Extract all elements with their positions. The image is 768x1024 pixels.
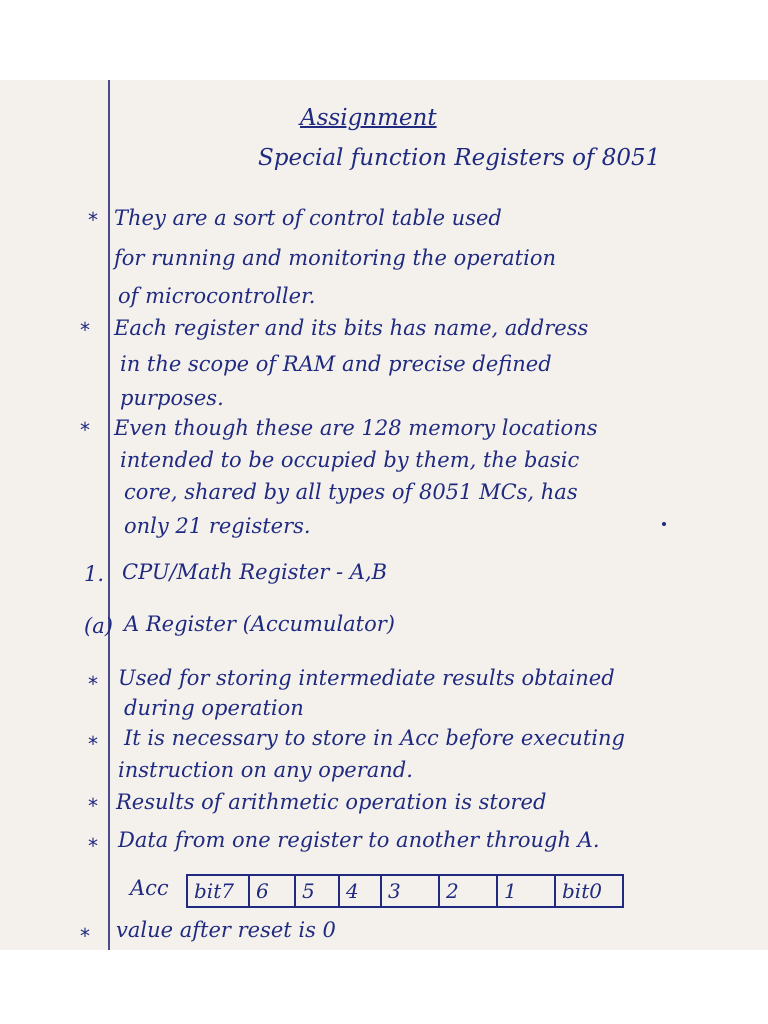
bit-cell: 6 [250, 876, 296, 906]
page-subtitle: Special function Registers of 8051 [258, 145, 661, 171]
bit-cell: 3 [382, 876, 440, 906]
a-point-2-line-2: instruction on any operand. [118, 758, 413, 782]
a-point-1-line-1: Used for storing intermediate results obtained [118, 666, 615, 690]
ink-dot [662, 522, 666, 526]
bullet-3-line-2: intended to be occupied by them, the basic [120, 448, 580, 472]
bullet-3-line-4: only 21 registers. [124, 514, 311, 538]
bit-cell: bit0 [562, 879, 602, 903]
notebook-page [0, 80, 768, 950]
bullet-1-line-2: for running and monitoring the operation [114, 246, 557, 270]
reset-value-note: value after reset is 0 [116, 918, 336, 942]
bullet-2-line-1: Each register and its bits has name, address [114, 316, 589, 340]
a-point-3-line-1: Results of arithmetic operation is stored [116, 790, 547, 814]
bullet-marker: * [80, 418, 90, 442]
bullet-2-line-3: purposes. [120, 386, 224, 410]
section-heading: CPU/Math Register - A,B [122, 560, 388, 584]
bit-cell: 5 [296, 876, 340, 906]
bullet-1-line-1: They are a sort of control table used [114, 206, 502, 230]
bullet-marker: * [80, 318, 90, 342]
acc-label: Acc [130, 876, 169, 900]
bullet-marker: * [80, 924, 90, 948]
bullet-marker: * [88, 794, 98, 818]
accumulator-bit-diagram [186, 874, 624, 908]
a-point-1-line-2: during operation [124, 696, 304, 720]
bit-cell: 4 [340, 876, 382, 906]
margin-line [108, 80, 110, 950]
bit-cell: bit7 [188, 876, 250, 906]
bullet-3-line-1: Even though these are 128 memory locations [114, 416, 598, 440]
bullet-2-line-2: in the scope of RAM and precise defined [120, 352, 552, 376]
a-point-4-line-1: Data from one register to another through A. [118, 828, 600, 852]
bit-cell: 2 [440, 876, 498, 906]
page-title: Assignment [300, 105, 437, 131]
subsection-label: (a) [84, 614, 113, 638]
subsection-heading: A Register (Accumulator) [124, 612, 395, 636]
bit-cell: 1 [498, 876, 556, 906]
bullet-3-line-3: core, shared by all types of 8051 MCs, has [124, 480, 578, 504]
bullet-marker: * [88, 834, 98, 858]
section-number: 1. [84, 562, 105, 586]
bullet-marker: * [88, 672, 98, 696]
bullet-marker: * [88, 208, 98, 232]
a-point-2-line-1: It is necessary to store in Acc before executing [124, 726, 625, 750]
bullet-1-line-3: of microcontroller. [118, 284, 316, 308]
bullet-marker: * [88, 732, 98, 756]
